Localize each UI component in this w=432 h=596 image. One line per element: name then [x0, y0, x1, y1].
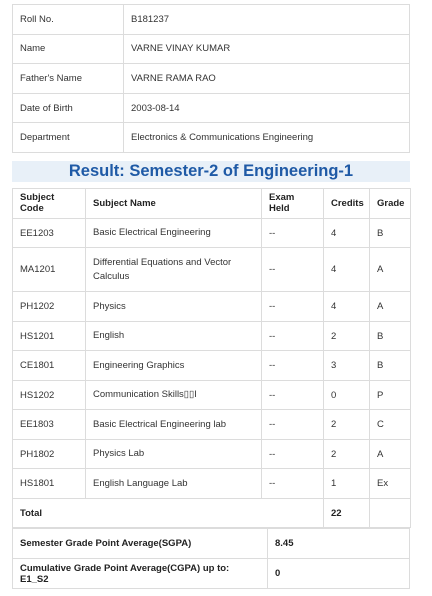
credits: 2: [324, 439, 370, 469]
result-page: [12, 4, 410, 589]
exam-held: --: [262, 292, 324, 322]
grade: P: [370, 380, 411, 410]
table-row: [13, 292, 411, 322]
subject-code: HS1801: [13, 469, 86, 499]
gpa-summary-table: [12, 528, 410, 589]
father-label: Father's Name: [13, 64, 124, 94]
subject-name: Physics Lab: [86, 439, 262, 469]
subject-code: PH1202: [13, 292, 86, 322]
dob-label: Date of Birth: [13, 93, 124, 123]
grade: B: [370, 321, 411, 351]
table-row: [13, 321, 411, 351]
table-row: [13, 218, 411, 248]
grades-header-row: [13, 188, 411, 218]
credits: 4: [324, 218, 370, 248]
info-row-roll: [13, 5, 410, 35]
result-title: Result: Semester-2 of Engineering-1: [12, 161, 410, 182]
subject-code: PH1802: [13, 439, 86, 469]
credits: 1: [324, 469, 370, 499]
cgpa-value: 0: [268, 559, 410, 589]
exam-held: --: [262, 439, 324, 469]
grade: A: [370, 248, 411, 292]
total-label: Total: [13, 498, 324, 528]
credits: 4: [324, 248, 370, 292]
credits: 3: [324, 351, 370, 381]
table-row: [13, 351, 411, 381]
subject-name: Engineering Graphics: [86, 351, 262, 381]
dob-value: 2003-08-14: [124, 93, 410, 123]
subject-name: English Language Lab: [86, 469, 262, 499]
info-row-name: [13, 34, 410, 64]
subject-name: Communication Skills▯▯I: [86, 380, 262, 410]
table-row: [13, 410, 411, 440]
subject-name: English: [86, 321, 262, 351]
col-header-subject-code: Subject Code: [13, 188, 86, 218]
table-row: [13, 248, 411, 292]
total-grade-empty: [370, 498, 411, 528]
subject-name: Basic Electrical Engineering: [86, 218, 262, 248]
subject-code: EE1803: [13, 410, 86, 440]
name-value: VARNE VINAY KUMAR: [124, 34, 410, 64]
subject-code: MA1201: [13, 248, 86, 292]
exam-held: --: [262, 380, 324, 410]
subject-code: CE1801: [13, 351, 86, 381]
sgpa-label: Semester Grade Point Average(SGPA): [13, 529, 268, 559]
department-label: Department: [13, 123, 124, 153]
exam-held: --: [262, 218, 324, 248]
grade: A: [370, 292, 411, 322]
table-row: [13, 469, 411, 499]
grade: C: [370, 410, 411, 440]
subject-code: HS1201: [13, 321, 86, 351]
credits: 4: [324, 292, 370, 322]
grade: B: [370, 351, 411, 381]
exam-held: --: [262, 351, 324, 381]
cgpa-label: Cumulative Grade Point Average(CGPA) up to: E1_S2: [13, 559, 268, 589]
subject-code: EE1203: [13, 218, 86, 248]
exam-held: --: [262, 469, 324, 499]
info-row-father: [13, 64, 410, 94]
total-credits: 22: [324, 498, 370, 528]
info-row-department: [13, 123, 410, 153]
table-row: [13, 380, 411, 410]
grade: A: [370, 439, 411, 469]
subject-name: Basic Electrical Engineering lab: [86, 410, 262, 440]
info-row-dob: [13, 93, 410, 123]
total-row: [13, 498, 411, 528]
roll-label: Roll No.: [13, 5, 124, 35]
cgpa-row: [13, 559, 410, 589]
col-header-credits: Credits: [324, 188, 370, 218]
credits: 2: [324, 410, 370, 440]
col-header-grade: Grade: [370, 188, 411, 218]
grade: Ex: [370, 469, 411, 499]
student-info-table: [12, 4, 410, 153]
grade: B: [370, 218, 411, 248]
department-value: Electronics & Communications Engineering: [124, 123, 410, 153]
father-value: VARNE RAMA RAO: [124, 64, 410, 94]
exam-held: --: [262, 321, 324, 351]
credits: 0: [324, 380, 370, 410]
credits: 2: [324, 321, 370, 351]
subject-name: Physics: [86, 292, 262, 322]
exam-held: --: [262, 248, 324, 292]
col-header-exam-held: Exam Held: [262, 188, 324, 218]
sgpa-value: 8.45: [268, 529, 410, 559]
exam-held: --: [262, 410, 324, 440]
sgpa-row: [13, 529, 410, 559]
grades-table: [12, 188, 411, 529]
col-header-subject-name: Subject Name: [86, 188, 262, 218]
roll-value: B181237: [124, 5, 410, 35]
table-row: [13, 439, 411, 469]
subject-name: Differential Equations and Vector Calculus: [86, 248, 262, 292]
subject-code: HS1202: [13, 380, 86, 410]
name-label: Name: [13, 34, 124, 64]
